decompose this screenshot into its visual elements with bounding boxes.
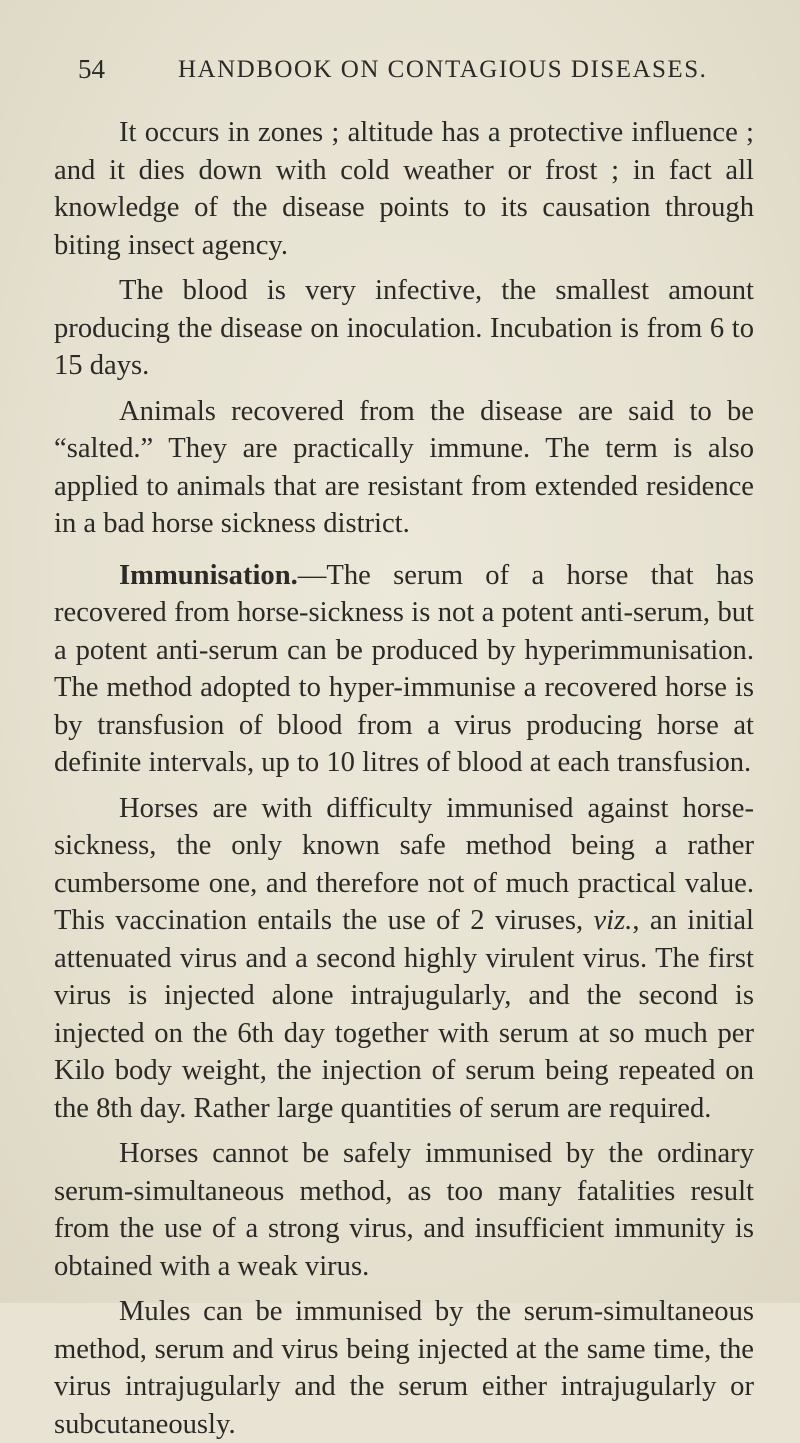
- paragraph-7: Mules can be immunised by the serum-simultaneous method, serum and virus being injected at the same time, the virus intrajugularly and the serum either intrajugularly or subcutaneously.: [54, 1296, 754, 1440]
- section-heading-immunisation: Immunisation.: [119, 559, 298, 591]
- running-head: [78, 54, 718, 94]
- running-head-title: HANDBOOK ON CONTAGIOUS DISEASES.: [178, 56, 708, 83]
- paragraph-2: The blood is very infective, the smallest amount producing the disease on inoculation. Incubation is from 6 to 15 days.: [54, 275, 754, 381]
- paragraph-4: [54, 557, 754, 782]
- body-text: [54, 114, 754, 1443]
- paragraph-5-text-a: Horses are with difficulty immunised against horse-sickness, the only known safe method being a rather cumbersome one, and therefore not of much practical value. This vaccination entails the use of 2 viruses,: [54, 792, 754, 936]
- paragraph-5-viz: viz.: [593, 905, 633, 936]
- paragraph-5-text-b: , an initial attenuated virus and a second highly virulent virus. The first virus is injected alone intrajugularly, and the second is injected on the 6th day together with serum at so much per Kilo body weight, the injection of serum being repeated on the 8th day. Rather large quantities of serum are required.: [54, 905, 754, 1124]
- paragraph-4-text: —The serum of a horse that has recovered from horse-sickness is not a potent anti-serum, but a potent anti-serum can be produced by hyperimmunisation. The method adopted to hyper-immunise a recovered horse is by transfusion of blood from a virus producing horse at definite intervals, up to 10 litres of blood at each transfusion.: [54, 559, 754, 778]
- paragraph-3: Animals recovered from the disease are said to be “salted.” They are practically immune. The term is also applied to animals that are resistant from extended residence in a bad horse sickness district.: [54, 395, 754, 539]
- paragraph-1: It occurs in zones ; altitude has a protective influence ; and it dies down with cold weather or frost ; in fact all knowledge of the disease points to its causation through biting insect agency.: [54, 117, 754, 261]
- paragraph-5: [54, 790, 754, 1128]
- page-number: 54: [78, 54, 105, 84]
- paragraph-6: Horses cannot be safely immunised by the ordinary serum-simultaneous method, as too many fatalities result from the use of a strong virus, and insufficient immunity is obtained with a weak virus.: [54, 1138, 754, 1282]
